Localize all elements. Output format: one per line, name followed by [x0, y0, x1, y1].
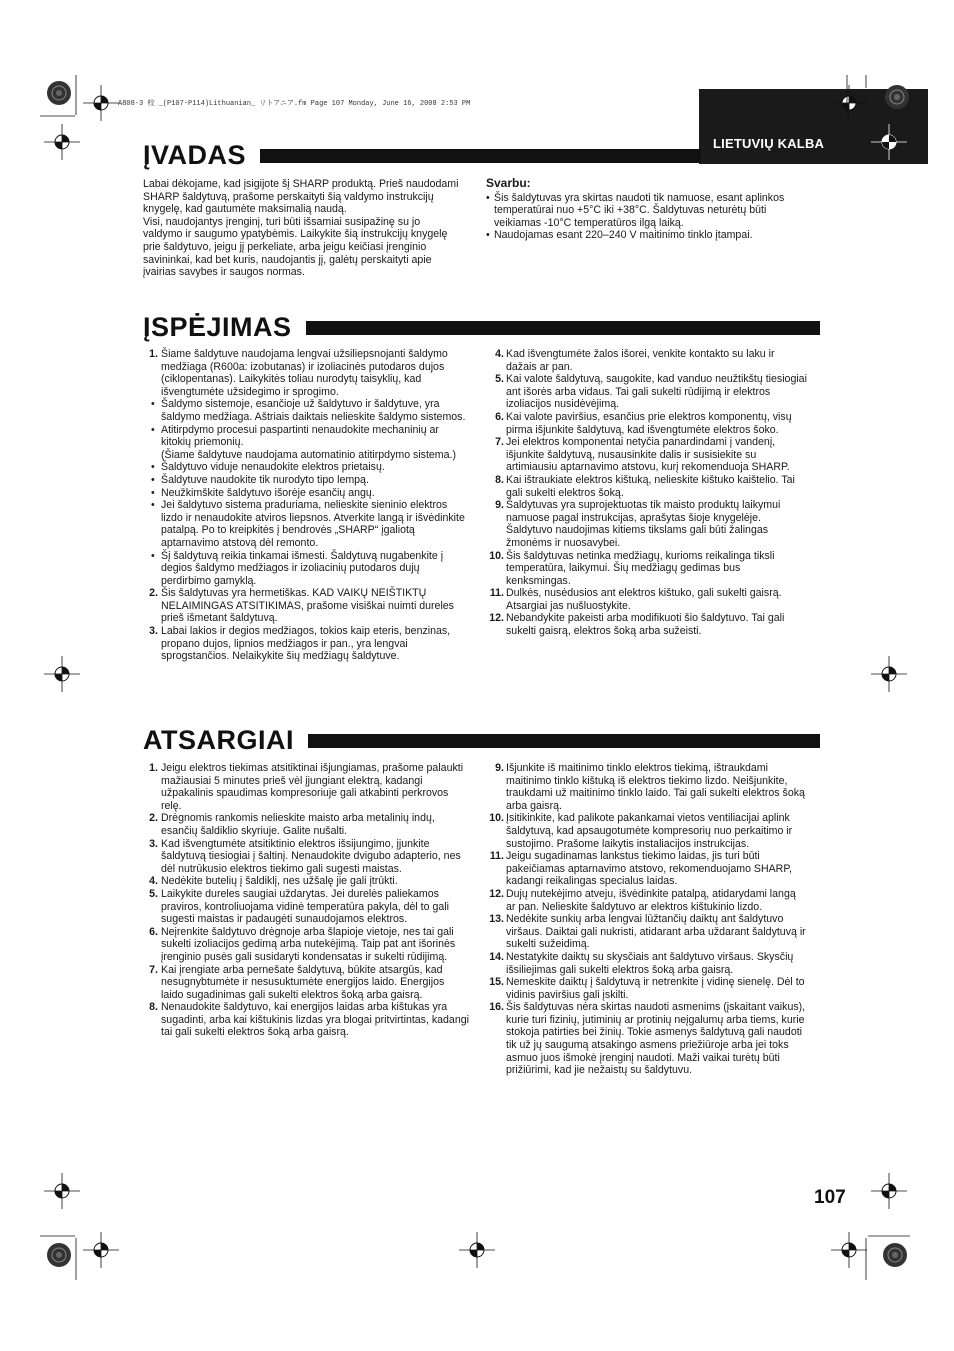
- item-text: Nestatykite daiktų su skysčiais ant šaldytuvo viršaus. Skysčių išsiliejimas gali sukelti elektros šoką arba gaisrą.: [506, 950, 794, 976]
- item-text: Dulkės, nusėdusios ant elektros kištuko, gali sukelti gaisrą. Atsargiai jas nušluostykite.: [506, 587, 782, 612]
- svarbu-title: Svarbu:: [486, 176, 531, 190]
- item-number: 11.: [489, 850, 504, 863]
- list-item: [143, 964, 469, 1002]
- item-text: Šaldytuvas yra suprojektuotas tik maisto produktų laikymui namuose pagal instrukcijas, aprašytas šioje knygelėje. Šaldytuvo naudojimas kitiems tikslams gali būti žalingas žmonėms ir nuosavybei.: [506, 499, 781, 549]
- item-number: 2.: [149, 812, 158, 825]
- item-text: Išjunkite iš maitinimo tinklo elektros tiekimą, ištraukdami maitinimo tinklo kištuką iš elektros tiekimo lizdo. Neišjunkite, traukdami už maitinimo tinklo laido. Tai gali sukelti elektros šoką arba gaisrą.: [506, 762, 805, 812]
- item-text: Kai valote paviršius, esančius prie elektros komponentų, visų pirma išjunkite šaldytuvą, kad išvengtumėte elektros šoko.: [506, 410, 792, 436]
- item-number: 10.: [489, 549, 504, 562]
- sub-bullet: • Šaldymo sistemoje, esančioje už šaldytuvo ir šaldytuve, yra šaldymo medžiaga. Aštriais daiktais nelieskite šaldymo sistemos.: [143, 398, 469, 423]
- list-item: [143, 625, 469, 663]
- list-item: [143, 762, 469, 812]
- item-number: 10.: [489, 812, 504, 825]
- item-number: 8.: [149, 1001, 158, 1014]
- list-item: [143, 812, 469, 837]
- item-number: 5.: [495, 373, 504, 386]
- svarbu-item: • Šis šaldytuvas yra skirtas naudoti tik namuose, esant aplinkos temperatūrai nuo +5°C iki +38°C. Šaldytuvas neturėtų būti veikiamas -10°C temperatūros ilgą laiką.: [486, 192, 790, 230]
- item-text: Neįrenkite šaldytuvo drėgnoje arba šlapioje vietoje, nes tai gali sukelti izoliacijos gedimą arba nutekėjimą. Taip pat ant išorinės įrenginio pusės gali susidaryti kondensatas ir sukelti rūdijimą.: [161, 925, 456, 963]
- ivadas-intro-paragraph: Visi, naudojantys įrenginį, turi būti išsamiai susipažinę su jo valdymo ir saugumo ypatybėmis. Laikykite šią instrukcijų knygelę prie šaldytuvo, jeigu jį perkeliate, arba jeigu keičiasi įrenginio savininkai, kad bet kuris, naudojantis jį, galėtų perskaityti apie įvairias savybes ir saugos normas.: [143, 215, 448, 279]
- item-text: Jeigu sugadinamas lankstus tiekimo laidas, jis turi būti pakeičiamas aptarnavimo atstovo, rekomenduojamo SHARP, kadangi reikalingas specialus laidas.: [506, 850, 792, 888]
- item-text: Labai lakios ir degios medžiagos, tokios kaip eteris, benzinas, propano dujos, lipnios medžiagos ir pan., yra lengvai sprogstančios. Nelaikykite šių medžiagų šaldytuve.: [161, 625, 451, 663]
- print-header: A808-3 校 _(P107-P114)Lithuanian_ リトアニア.fm Page 107 Monday, June 16, 2008 2:53 PM: [118, 100, 471, 108]
- item-number: 3.: [149, 837, 158, 850]
- item-number: 16.: [489, 1001, 504, 1014]
- list-item: [486, 550, 808, 588]
- ivadas-intro: [143, 178, 461, 279]
- ispejimas-title-bar: [306, 321, 820, 335]
- item-text: Drėgnomis rankomis nelieskite maisto arba metalinių indų, esančių šaldiklio skyriuje. Galite nušalti.: [161, 812, 435, 837]
- atsargiai-title: ATSARGIAI: [143, 725, 294, 755]
- item-number: 5.: [149, 887, 158, 900]
- ispejimas-heading: [143, 314, 820, 341]
- item-text: Šiame šaldytuve naudojama lengvai užsiliepsnojanti šaldymo medžiaga (R600a: izobutanas) ir izoliacinės putodaros dujos (ciklopentanas). Laikykitės toliau nurodytų taisyklių, kad išvengtumėte užsidegimo ir sprogimo.: [161, 348, 448, 398]
- item-text: Kai valote šaldytuvą, saugokite, kad vanduo neužtikštų tiesiogiai ant išorės arba vidaus. Tai gali sukelti rūdijimą ir elektros izoliacijos nusidėvėjimą.: [506, 373, 807, 411]
- item-number: 8.: [495, 473, 504, 486]
- list-item: [486, 951, 808, 976]
- page-number: 107: [814, 1187, 846, 1208]
- list-item: [486, 762, 808, 812]
- list-item: [486, 411, 808, 436]
- list-item: [143, 888, 469, 926]
- item-text: Jei elektros komponentai netyčia panardindami į vandenį, išjunkite šaldytuvą, nusausinkite dalis ir susisiekite su artimiausiu aptarnavimo atstovu, kurį rekomenduoja SHARP.: [506, 436, 790, 474]
- sub-bullet: • Šaldytuve naudokite tik nurodyto tipo lempą.: [143, 474, 469, 487]
- list-item: [486, 436, 808, 474]
- item-number: 1.: [149, 762, 158, 774]
- list-item: [486, 499, 808, 549]
- item-text: Nedėkite butelių į šaldiklį, nes užšalę jie gali įtrūkti.: [161, 875, 398, 888]
- item-number: 15.: [489, 976, 504, 989]
- item-text: Kai įrengiate arba pernešate šaldytuvą, būkite atsargūs, kad nesugnybtumėte ir nesusuktumėte energijos laido. Energijos laido sugadinimas gali sukelti elektros šoką arba gaisrą.: [161, 963, 445, 1001]
- item-text: Kai ištraukiate elektros kištuką, nelieskite kištuko kaištelio. Tai gali sukelti elektros šoką.: [506, 473, 795, 499]
- svarbu-item: • Naudojamas esant 220–240 V maitinimo tinklo įtampai.: [486, 229, 790, 242]
- item-number: 2.: [149, 587, 158, 600]
- list-item: [486, 913, 808, 951]
- atsargiai-right-column: [486, 762, 808, 1077]
- ivadas-title: ĮVADAS: [143, 140, 247, 170]
- item-text: Nebandykite pakeisti arba modifikuoti šio šaldytuvo. Tai gali sukelti gaisrą, elektros šoką arba sužeisti.: [506, 612, 785, 638]
- sub-bullet: • Neužkimškite šaldytuvo išorėje esančių angų.: [143, 487, 469, 500]
- svarbu-box: [486, 177, 790, 242]
- item-number: 11.: [489, 587, 504, 600]
- item-text: Šis šaldytuvas netinka medžiagų, kurioms reikalinga tiksli temperatūra, laikymui. Šių medžiagų gedimas bus kenksmingas.: [506, 549, 775, 587]
- list-item: [486, 850, 808, 888]
- list-item: [486, 888, 808, 913]
- list-item: [143, 1001, 469, 1039]
- item-number: 4.: [495, 348, 504, 360]
- item-text: Kad išvengtumėte atsitiktinio elektros išsijungimo, įjunkite šaldytuvą tiesiogiai į šaltinį. Nenaudokite dvigubo adapterio, nes dėl nutrūkusio elektros tiekimo gali sugesti maistas.: [161, 837, 461, 875]
- item-text: Nedėkite sunkių arba lengvai lūžtančių daiktų ant šaldytuvo viršaus. Daiktai gali nukristi, atidarant arba uždarant šaldytuvą ir sukelti sužeidimą.: [506, 913, 806, 951]
- list-item: [486, 587, 808, 612]
- list-item: [143, 838, 469, 876]
- item-number: 9.: [495, 499, 504, 512]
- item-number: 1.: [149, 348, 158, 360]
- ispejimas-left-column: [143, 348, 469, 663]
- item-text: Dujų nutekėjimo atveju, išvėdinkite patalpą, atidarydami langą ar pan. Nelieskite šaldytuvo ar elektros kištukinio lizdo.: [506, 887, 796, 913]
- list-item: [486, 348, 808, 373]
- ispejimas-title: ĮSPĖJIMAS: [143, 312, 292, 342]
- ivadas-title-bar: [260, 149, 701, 163]
- item-number: 6.: [149, 925, 158, 938]
- list-item: [143, 875, 469, 888]
- item-text: Šis šaldytuvas yra hermetiškas. KAD VAIKŲ NEIŠTIKTŲ NELAIMINGAS ATSITIKIMAS, prašome visiškai nuimti dureles prieš išmetant šaldytuvą.: [161, 587, 454, 625]
- item-text: Įsitikinkite, kad palikote pakankamai vietos ventiliacijai aplink šaldytuvą, kad apsaugotumėte kompresorių nuo perkaitimo ir sustojimo. Prašome laikytis instaliacijos instrukcijas.: [506, 812, 793, 850]
- item-text: Kad išvengtumėte žalos išorei, venkite kontakto su laku ir dažais ar pan.: [506, 348, 775, 373]
- list-item: [143, 587, 469, 625]
- sub-bullet: • Jei šaldytuvo sistema praduriama, nelieskite sieninio elektros lizdo ir nenaudokite atviros liepsnos. Atverkite langą ir išvėdinkite patalpą. Po to kreipkitės į bendrovės „SHARP“ įgaliotą aptarnavimo atstovą dėl remonto.: [143, 499, 469, 549]
- list-item: [486, 812, 808, 850]
- sub-bullet: • Šį šaldytuvą reikia tinkamai išmesti. Šaldytuvą nugabenkite į degios šaldymo medžiagos ir izoliacinių putodaros dujų perdirbimo gamyklą.: [143, 550, 469, 588]
- language-tab-label: LIETUVIŲ KALBA: [713, 136, 825, 151]
- item-number: 14.: [489, 950, 504, 963]
- ispejimas-right-column: [486, 348, 808, 638]
- list-item: [486, 474, 808, 499]
- list-item: [486, 373, 808, 411]
- item-number: 3.: [149, 625, 158, 638]
- item-text: Nenaudokite šaldytuvo, kai energijos laidas arba kištukas yra sugadinti, arba kai kištukinis lizdas yra blogai pritvirtintas, kadangi tai gali sukelti elektros šoką arba gaisrą.: [161, 1001, 469, 1039]
- item-text: Laikykite dureles saugiai uždarytas. Jei durelės paliekamos praviros, kontroliuojama vidinė temperatūra pakyla, dėl to gali sugesti maistas ir padaugėti sunaudojamos elektros.: [161, 887, 449, 926]
- item-number: 7.: [149, 963, 158, 976]
- atsargiai-left-column: [143, 762, 469, 1039]
- ivadas-heading: [143, 142, 701, 169]
- atsargiai-title-bar: [308, 734, 820, 748]
- item-text: Jeigu elektros tiekimas atsitiktinai išjungiamas, prašome palaukti mažiausiai 5 minutes prieš vėl įjungiant elektrą, kadangi užpakalinis spaudimas kompresoriuje gali atkabinti perkrovos relę.: [161, 762, 464, 812]
- item-number: 4.: [149, 875, 158, 888]
- list-item: [486, 976, 808, 1001]
- item-number: 12.: [489, 887, 504, 900]
- item-text: Nemeskite daiktų į šaldytuvą ir netrenkite į vidinę sienelę. Dėl to vidinis paviršius gali įskilti.: [506, 976, 805, 1001]
- ivadas-intro-paragraph: Labai dėkojame, kad įsigijote šį SHARP produktą. Prieš naudodami SHARP šaldytuvą, prašome perskaityti šią valdymo instrukcijų knygelę, kad gautumėte maksimalią naudą.: [143, 178, 459, 216]
- list-item: [486, 612, 808, 637]
- item-number: 12.: [489, 612, 504, 625]
- atsargiai-heading: [143, 727, 820, 754]
- list-item: [143, 926, 469, 964]
- item-number: 6.: [495, 410, 504, 423]
- sub-bullet: • Šaldytuvo viduje nenaudokite elektros prietaisų.: [143, 461, 469, 474]
- item-text: Šis šaldytuvas nėra skirtas naudoti asmenims (įskaitant vaikus), kurie turi fizinių, jutiminių ar protinių neįgalumų arba tiems, kurie stokoja patirties bei žinių. Tokie asmenys šaldytuvą gali naudoti tik už jų saugumą atsakingo asmens priežiūroje arba jei toks asmuo juos išmokė įrenginį naudoti. Maži vaikai turėtų būti prižiūrimi, kad jie nežaistų su šaldytuvu.: [506, 1001, 806, 1077]
- list-item: [486, 1001, 808, 1077]
- list-item: [143, 348, 469, 398]
- sub-bullet: • Atitirpdymo procesui paspartinti nenaudokite mechaninių ar kitokių priemonių. (Šiame šaldytuve naudojama automatinio atitirpdymo sistema.): [143, 424, 469, 462]
- item-number: 7.: [495, 436, 504, 449]
- item-number: 13.: [489, 913, 504, 926]
- item-number: 9.: [495, 762, 504, 774]
